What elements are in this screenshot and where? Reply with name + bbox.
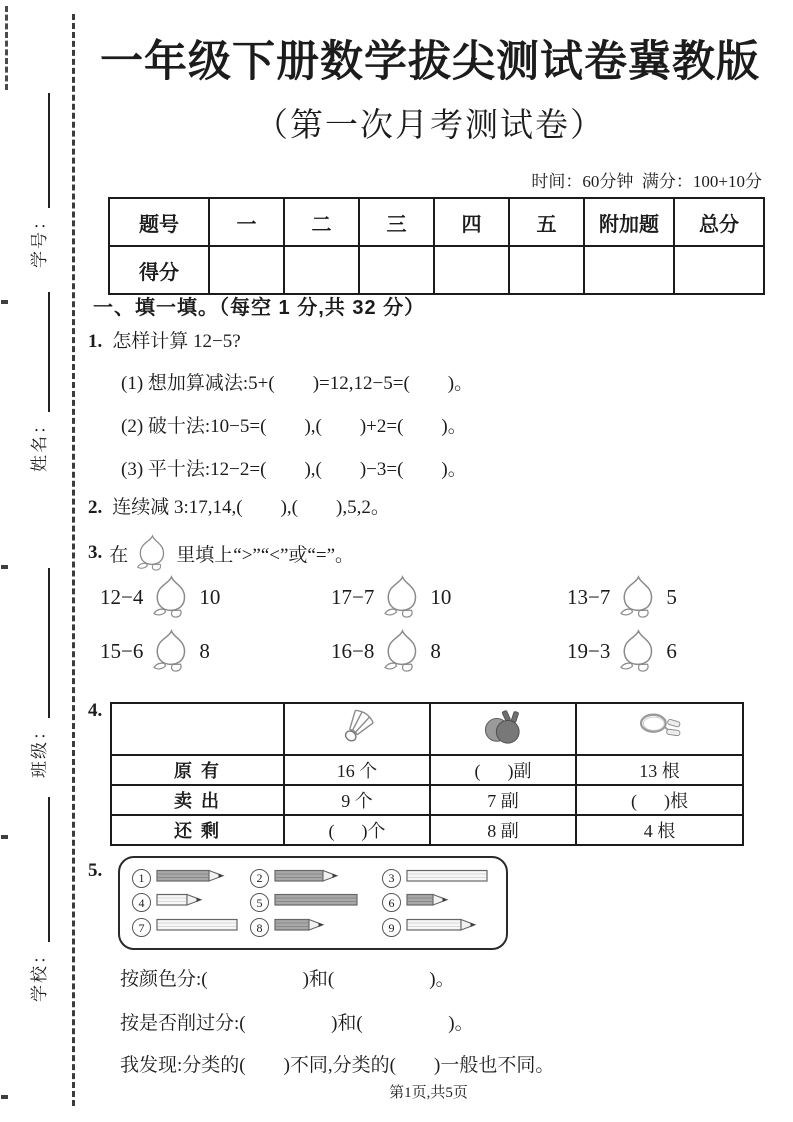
peach-icon — [382, 574, 422, 620]
edge-tick — [1, 565, 8, 569]
circled-number: 4 — [132, 893, 151, 912]
q4-icon-cell — [430, 703, 576, 755]
q4-empty-cell — [111, 703, 284, 755]
comparison-item — [100, 574, 331, 620]
class-label: 班级： — [30, 721, 49, 778]
score-table — [108, 197, 765, 295]
q5-fill-line-discovery: 我发现:分类的( )不同,分类的( )一般也不同。 — [120, 1055, 555, 1076]
time-score-info: 时间：60分钟 满分：100+10分 — [531, 172, 762, 191]
comparison-left: 19−3 — [567, 638, 611, 663]
question-3-prefix: 在 — [109, 544, 129, 566]
comparison-grid — [100, 574, 760, 674]
comparison-left: 17−7 — [331, 584, 375, 609]
circled-number: 6 — [382, 893, 401, 912]
q4-icon-cell — [284, 703, 430, 755]
pencil-item — [132, 918, 250, 937]
question-1-item-1: (1) 想加算减法:5+( )=12,12−5=( )。 — [121, 373, 474, 394]
peach-icon — [382, 628, 422, 674]
question-1 — [88, 326, 241, 353]
comparison-left: 12−4 — [100, 584, 144, 609]
edge-tick — [1, 300, 8, 304]
pencil-item — [250, 869, 382, 888]
circled-number: 2 — [250, 869, 269, 888]
q4-row-label: 原 有 — [111, 755, 284, 785]
pencil-icon — [274, 918, 325, 937]
circled-number: 5 — [250, 893, 269, 912]
circled-number: 1 — [132, 869, 151, 888]
pencil-icon — [156, 918, 239, 937]
paper-subtitle: （第一次月考测试卷） — [255, 108, 605, 144]
question-3-number: 3. — [88, 542, 103, 563]
binding-dashed-line — [72, 14, 75, 1106]
section1-heading: 一、填一填。（每空 1 分,共 32 分） — [93, 297, 426, 319]
score-blank-cell — [434, 246, 509, 294]
edge-tick — [1, 835, 8, 839]
question-2 — [88, 492, 390, 519]
score-blank-cell — [674, 246, 764, 294]
q4-cell: 9 个 — [284, 785, 430, 815]
peach-icon — [135, 533, 169, 573]
circled-number: 7 — [132, 918, 151, 937]
q4-row-had — [111, 755, 743, 785]
question-4-table — [110, 702, 744, 846]
comparison-right: 5 — [666, 584, 677, 609]
question-1-text: 怎样计算 12−5? — [112, 331, 241, 352]
peach-icon — [618, 574, 658, 620]
question-2-number: 2. — [88, 497, 103, 518]
q4-icon-row — [111, 703, 743, 755]
comparison-item — [331, 628, 567, 674]
student-id-label: 学号： — [30, 211, 49, 268]
comparison-right: 10 — [199, 584, 221, 609]
peach-icon — [618, 628, 658, 674]
comparison-right: 6 — [666, 638, 677, 663]
q4-cell: 16 个 — [284, 755, 430, 785]
circled-number: 9 — [382, 918, 401, 937]
score-table-header-row — [109, 198, 764, 246]
question-2-text: 连续减 3:17,14,( ),( ),5,2。 — [112, 497, 390, 518]
q4-cell: 8 副 — [430, 815, 576, 845]
pencil-item — [382, 869, 494, 888]
jump-rope-icon — [637, 709, 683, 745]
pencil-icon — [156, 893, 203, 912]
score-blank-cell — [584, 246, 674, 294]
edge-dash-marks — [5, 6, 8, 90]
question-1-item-2: (2) 破十法:10−5=( ),( )+2=( )。 — [121, 416, 467, 437]
comparison-right: 8 — [199, 638, 210, 663]
pencil-icon — [406, 893, 449, 912]
question-3-suffix: 里填上“>”“<”或“=”。 — [176, 544, 355, 566]
school-label: 学校： — [30, 945, 49, 1002]
comparison-item — [567, 574, 760, 620]
comparison-item — [100, 628, 331, 674]
circled-number: 3 — [382, 869, 401, 888]
comparison-item — [331, 574, 567, 620]
q4-cell: ( )根 — [576, 785, 743, 815]
question-3 — [88, 533, 354, 573]
pencil-item — [382, 893, 494, 912]
peach-icon — [151, 628, 191, 674]
edge-tick — [1, 1095, 8, 1099]
pencil-item — [250, 918, 382, 937]
score-header-cell: 五 — [509, 198, 584, 246]
score-header-cell: 总分 — [674, 198, 764, 246]
q5-fill-line-sharpened: 按是否削过分:( )和( )。 — [120, 1013, 474, 1034]
comparison-right: 8 — [430, 638, 441, 663]
comparison-right: 10 — [430, 584, 452, 609]
q4-cell: 4 根 — [576, 815, 743, 845]
question-4-number: 4. — [88, 700, 103, 721]
pencil-item — [132, 893, 250, 912]
score-blank-cell — [359, 246, 434, 294]
q4-cell: ( )副 — [430, 755, 576, 785]
pencil-item — [132, 869, 250, 888]
pencil-icon — [406, 918, 477, 937]
shuttlecock-icon — [337, 707, 377, 747]
score-header-cell: 附加题 — [584, 198, 674, 246]
margin-field-name — [24, 287, 50, 472]
margin-field-school — [24, 792, 50, 1002]
q4-cell: 13 根 — [576, 755, 743, 785]
q4-row-sold — [111, 785, 743, 815]
score-table-score-row — [109, 246, 764, 294]
q4-row-left — [111, 815, 743, 845]
peach-icon — [151, 574, 191, 620]
score-row-label: 得分 — [109, 246, 209, 294]
comparison-left: 15−6 — [100, 638, 144, 663]
pencil-icon — [406, 869, 489, 888]
question-1-number: 1. — [88, 331, 103, 352]
score-blank-cell — [209, 246, 284, 294]
margin-field-class — [24, 563, 50, 778]
pencil-icon — [274, 893, 359, 912]
question-1-item-3: (3) 平十法:12−2=( ),( )−3=( )。 — [121, 459, 467, 480]
q4-cell: 7 副 — [430, 785, 576, 815]
q4-icon-cell — [576, 703, 743, 755]
page-footer: 第1页,共5页 — [389, 1085, 468, 1101]
pencil-box — [118, 856, 508, 950]
comparison-left: 13−7 — [567, 584, 611, 609]
table-tennis-paddles-icon — [482, 708, 524, 746]
circled-number: 8 — [250, 918, 269, 937]
score-header-cell: 四 — [434, 198, 509, 246]
q4-cell: ( )个 — [284, 815, 430, 845]
school-blank — [29, 797, 50, 942]
margin-field-student-id — [24, 78, 50, 268]
pencil-item — [250, 893, 382, 912]
name-blank — [29, 292, 50, 412]
score-header-cell: 题号 — [109, 198, 209, 246]
score-header-cell: 三 — [359, 198, 434, 246]
comparison-left: 16−8 — [331, 638, 375, 663]
score-blank-cell — [509, 246, 584, 294]
paper-title: 一年级下册数学拔尖测试卷冀教版 — [100, 39, 760, 86]
pencil-icon — [156, 869, 225, 888]
pencil-icon — [274, 869, 339, 888]
name-label: 姓名： — [30, 415, 49, 472]
q4-row-label: 卖 出 — [111, 785, 284, 815]
student-id-blank — [29, 93, 50, 208]
class-blank — [29, 568, 50, 718]
q4-row-label: 还 剩 — [111, 815, 284, 845]
pencil-item — [382, 918, 494, 937]
comparison-item — [567, 628, 760, 674]
q5-fill-line-color: 按颜色分:( )和( )。 — [120, 969, 455, 990]
score-blank-cell — [284, 246, 359, 294]
score-header-cell: 二 — [284, 198, 359, 246]
question-5-number: 5. — [88, 860, 103, 881]
score-header-cell: 一 — [209, 198, 284, 246]
